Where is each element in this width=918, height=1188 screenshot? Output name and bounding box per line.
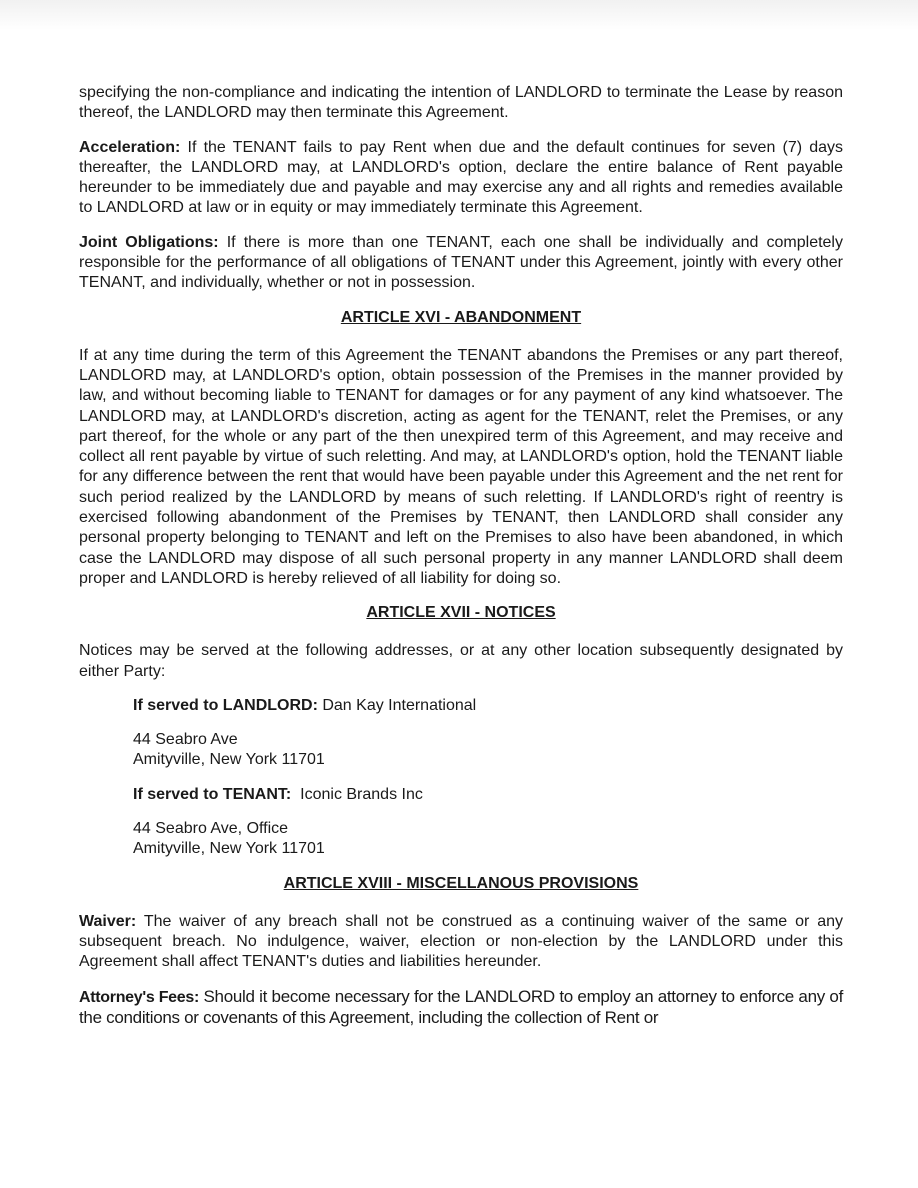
tenant-address [133, 819, 843, 860]
landlord-address-line2: Amityville, New York 11701 [133, 751, 325, 769]
abandonment-paragraph: If at any time during the term of this Agreement the TENANT abandons the Premises or any part thereof, LANDLORD may, at LANDLORD's option, obtain possession of the Premises in the manner provided by law, and without becoming liable to TENANT for damages or for any payment of any kind whatsoever. The LANDLORD may, at LANDLORD's discretion, acting as agent for the TENANT, relet the Premises, or any part thereof, for the whole or any part of the then unexpired term of this Agreement, and may receive and collect all rent payable by virtue of such reletting. And may, at LANDLORD's option, hold the TENANT liable for any difference between the rent that would have been payable under this Agreement and the net rent for such period realized by the LANDLORD by means of such reletting. If LANDLORD's right of reentry is exercised following abandonment of the Premises by TENANT, then LANDLORD shall consider any personal property belonging to TENANT and left on the Premises to also have been abandoned, in which case the LANDLORD may dispose of all such personal property in any manner LANDLORD shall deem proper and LANDLORD is hereby relieved of all liability for doing so. [79, 346, 843, 587]
waiver-text: The waiver of any breach shall not be construed as a continuing waiver of the same or any subsequent breach. No indulgence, waiver, election or non-election by the LANDLORD under this Agreement shall affect TENANT's duties and liabilities hereunder. [79, 912, 843, 971]
document-body [79, 83, 843, 1042]
tenant-name: Iconic Brands Inc [291, 785, 423, 803]
joint-obligations-text: If there is more than one TENANT, each one shall be individually and completely responsible for the performance of all obligations of TENANT under this Agreement, jointly with every other TENANT, and individually, whether or not in possession. [79, 233, 843, 292]
acceleration-lead: Acceleration: [79, 138, 181, 156]
landlord-notice-line [133, 696, 843, 716]
notices-intro: Notices may be served at the following addresses, or at any other location subsequently designated by either Party: [79, 642, 843, 680]
article-xvii-heading: ARTICLE XVII - NOTICES [366, 604, 556, 622]
tenant-address-line1: 44 Seabro Ave, Office [133, 820, 289, 838]
joint-obligations-lead: Joint Obligations: [79, 233, 219, 251]
acceleration-paragraph [79, 138, 843, 219]
acceleration-text: If the TENANT fails to pay Rent when due and the default continues for seven (7) days thereafter, the LANDLORD may, at LANDLORD's option, declare the entire balance of Rent payable hereunder to be immediately due and payable and may exercise any and all rights and remedies available to LANDLORD at law or in equity or may immediately terminate this Agreement. [79, 138, 843, 217]
scan-shadow [0, 0, 918, 30]
joint-obligations-paragraph [79, 233, 843, 294]
article-xvi-heading: ARTICLE XVI - ABANDONMENT [340, 308, 582, 326]
landlord-address-line1: 44 Seabro Ave [133, 731, 238, 749]
tenant-address-line2: Amityville, New York 11701 [133, 840, 325, 858]
tenant-notice-line [133, 785, 843, 805]
waiver-paragraph [79, 912, 843, 973]
continuation-paragraph: specifying the non-compliance and indicating the intention of LANDLORD to terminate the Lease by reason thereof, the LANDLORD may then terminate this Agreement. [79, 84, 843, 122]
landlord-address [133, 730, 843, 771]
notice-addresses [133, 696, 843, 860]
landlord-name: Dan Kay International [317, 696, 477, 714]
waiver-lead: Waiver: [79, 912, 137, 930]
landlord-label: If served to LANDLORD: [133, 696, 318, 714]
article-xviii-heading: ARTICLE XVIII - MISCELLANOUS PROVISIONS [283, 874, 639, 892]
tenant-label: If served to TENANT: [133, 785, 292, 803]
attorney-fees-paragraph [79, 987, 843, 1029]
attorney-fees-lead: Attorney's Fees: [79, 988, 200, 1006]
attorney-fees-text: Should it become necessary for the LANDLORD to employ an attorney to enforce any of the conditions or covenants of this Agreement, including the collection of Rent or [79, 986, 844, 1027]
